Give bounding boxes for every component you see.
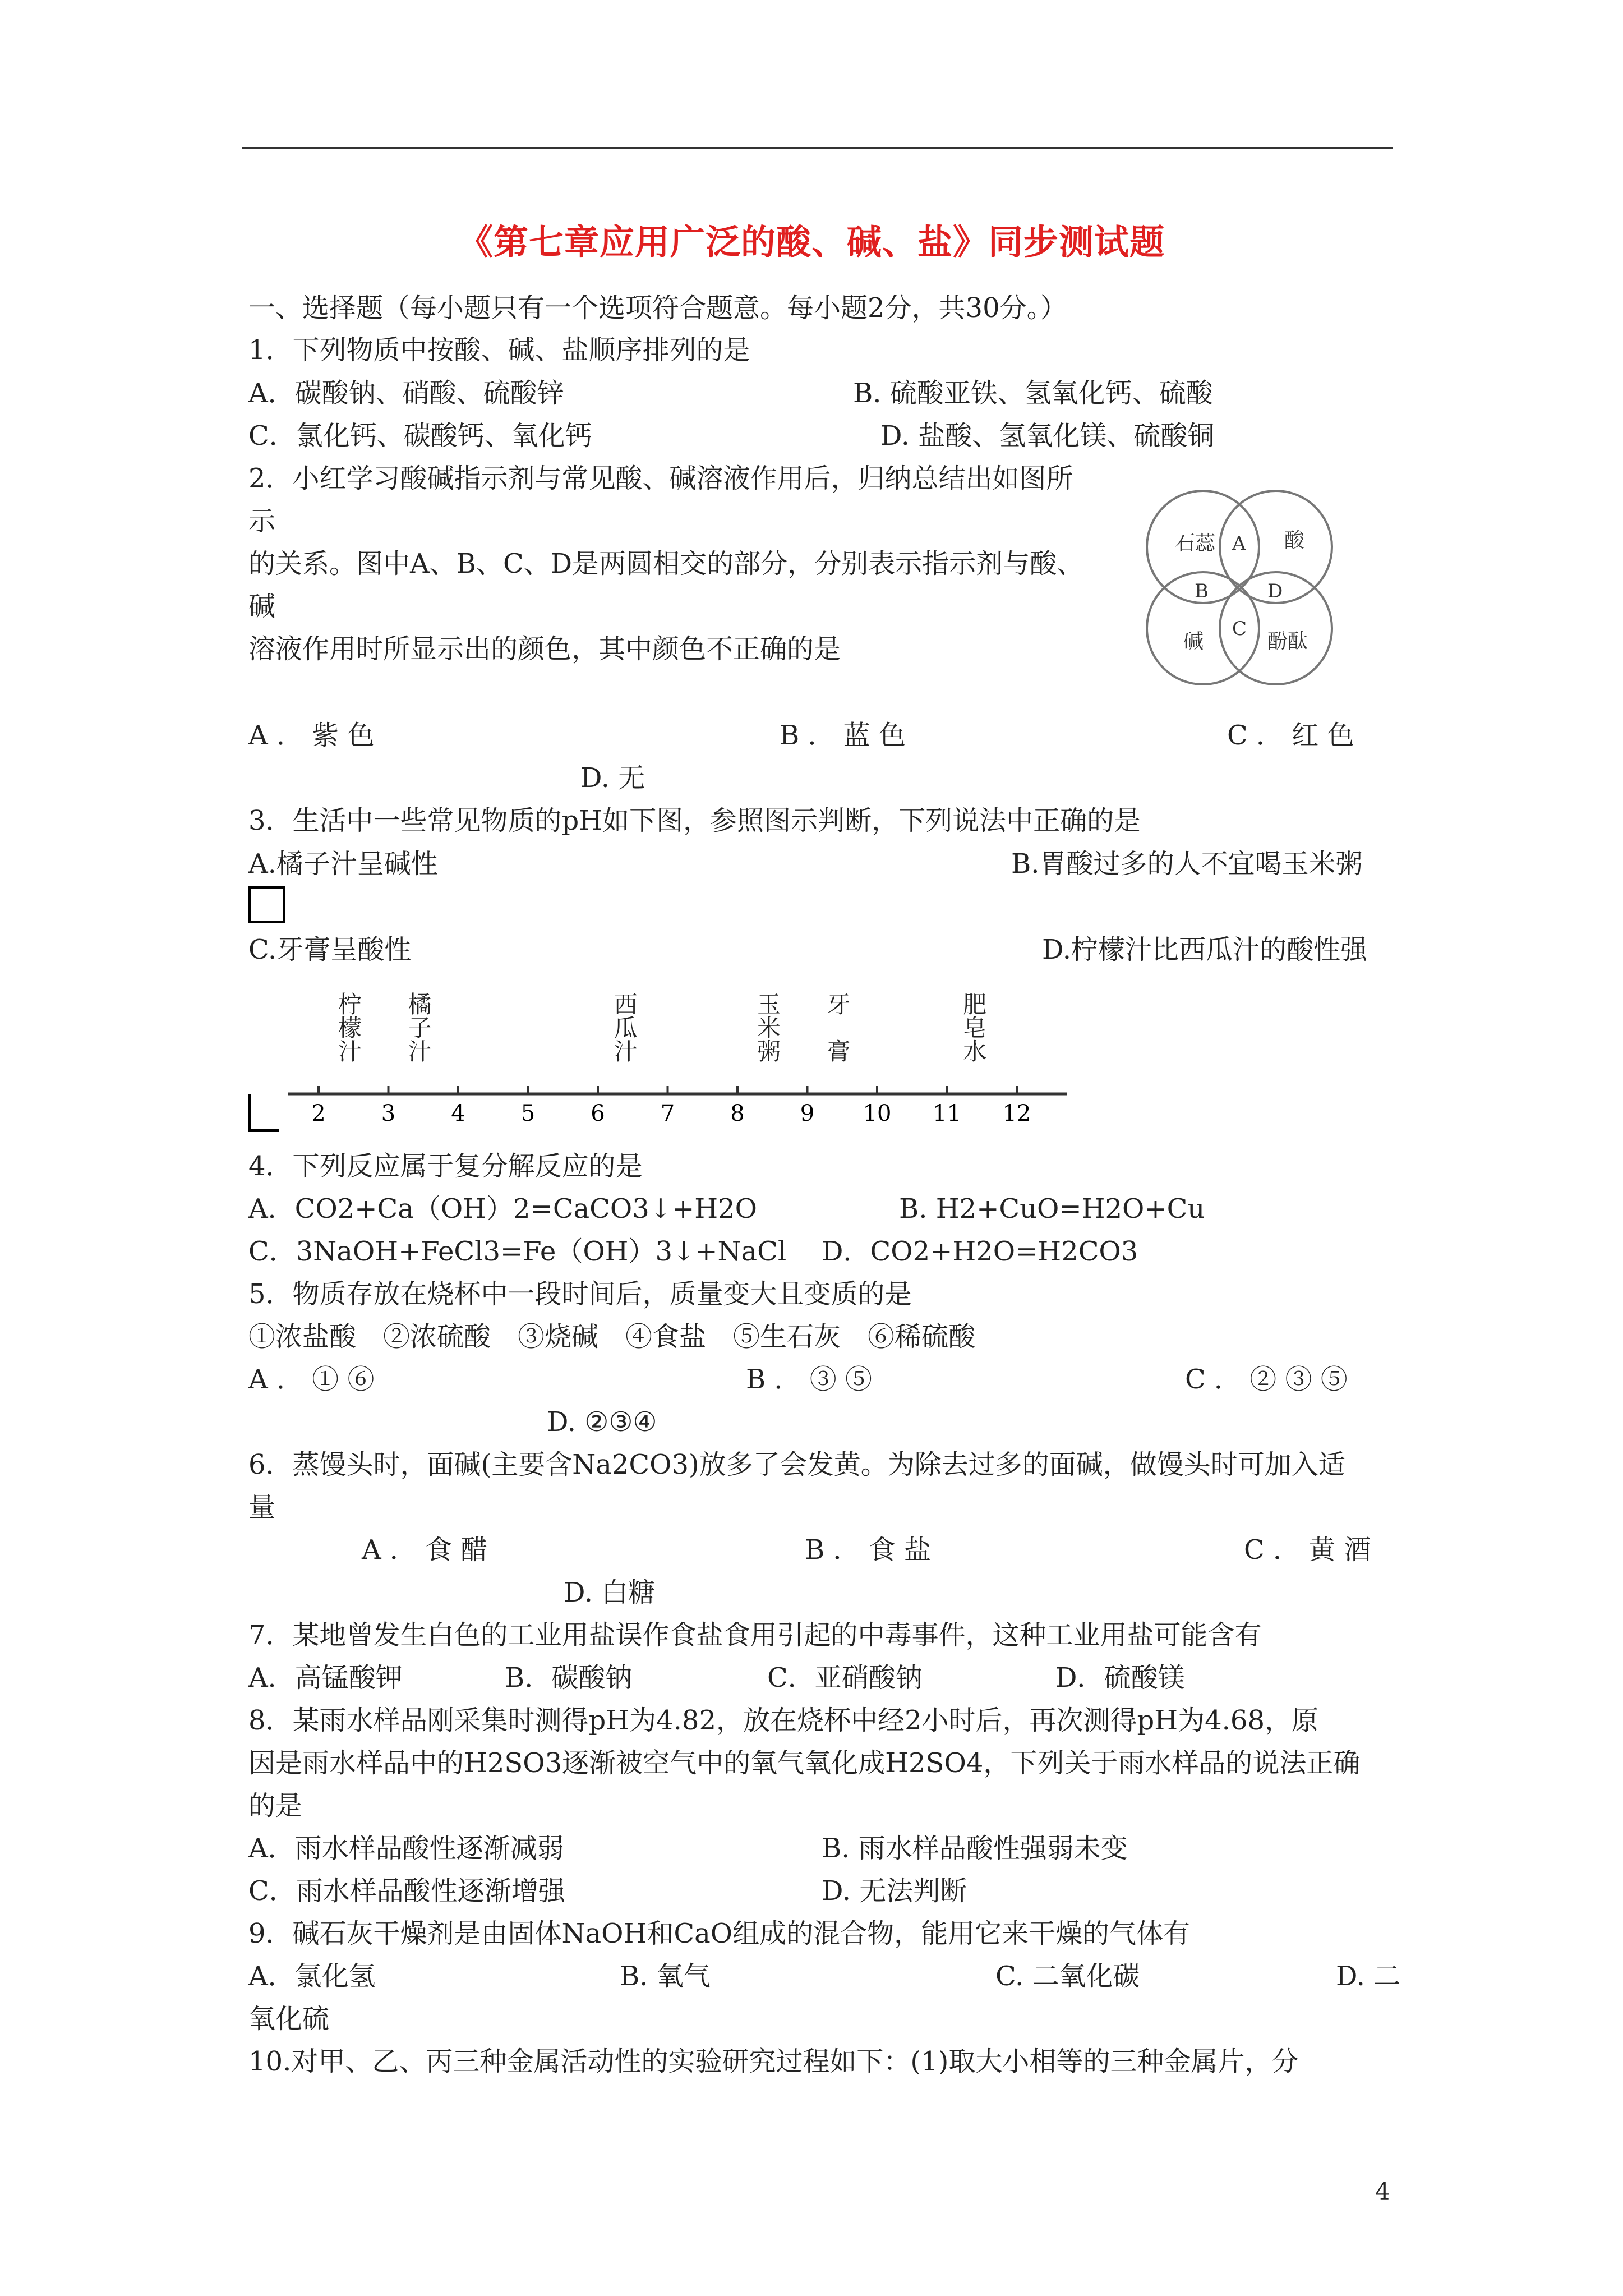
q2-option-c: C ． 红 色 [1227, 720, 1354, 751]
q2-line5: 溶液作用时所显示出的颜色，其中颜色不正确的是 [248, 633, 841, 665]
q6-stem: 6．蒸馒头时，面碱(主要含Na2CO3)放多了会发黄。为除去过多的面碱，做馒头时可加入适 [248, 1449, 1345, 1480]
q1-option-a: A．碳酸钠、硝酸、硫酸锌 [248, 378, 564, 409]
q8-option-a: A．雨水样品酸性逐渐减弱 [248, 1833, 564, 1864]
header-rule [242, 147, 1393, 149]
venn-label-phenolphthalein: 酚酞 [1267, 630, 1308, 653]
ph-tick-label: 5 [520, 1101, 536, 1126]
q3-option-d: D.柠檬汁比西瓜汁的酸性强 [1042, 934, 1368, 965]
page-number: 4 [1375, 2178, 1390, 2205]
q1-stem: 1．下列物质中按酸、碱、盐顺序排列的是 [248, 334, 750, 366]
q3-stem: 3．生活中一些常见物质的pH如下图，参照图示判断，下列说法中正确的是 [248, 805, 1141, 836]
q3-option-a: A.橘子汁呈碱性 [248, 848, 438, 880]
q6-stem-cont: 量 [248, 1492, 276, 1523]
section-heading: 一、选择题（每小题只有一个选项符合题意。每小题2分，共30分。） [248, 292, 1067, 324]
ph-label-toothpaste: 牙 [827, 991, 851, 1018]
ph-tick-label: 7 [660, 1101, 675, 1126]
q4-option-a: A．CO2+Ca（OH）2=CaCO3↓+H2O [248, 1193, 757, 1225]
venn-region-b: B [1195, 580, 1209, 602]
ph-tick-label: 2 [311, 1101, 326, 1126]
ph-label-corn-porridge: 玉 [757, 991, 781, 1018]
q2-option-b: B ． 蓝 色 [780, 720, 906, 751]
q3-option-c: C.牙膏呈酸性 [248, 934, 412, 965]
ph-tick-label: 6 [591, 1101, 605, 1126]
q9-option-d-cont: 氧化硫 [248, 2003, 330, 2035]
q1-option-d: D. 盐酸、氢氧化镁、硫酸铜 [880, 420, 1215, 452]
ph-label-orange-juice: 汁 [408, 1038, 432, 1065]
ph-tick-label: 10 [863, 1101, 892, 1126]
ph-tick-label: 8 [730, 1101, 745, 1126]
q2-line4: 碱 [248, 591, 276, 622]
q8-option-c: C．雨水样品酸性逐渐增强 [248, 1875, 565, 1907]
q9-stem: 9．碱石灰干燥剂是由固体NaOH和CaO组成的混合物，能用它来干燥的气体有 [248, 1918, 1191, 1949]
q9-option-c: C. 二氧化碳 [995, 1961, 1140, 1992]
indicator-venn-diagram [1136, 488, 1349, 690]
q4-option-b: B. H2+CuO=H2O+Cu [899, 1193, 1205, 1225]
q5-stem: 5．物质存放在烧杯中一段时间后，质量变大且变质的是 [248, 1278, 912, 1310]
ph-label-watermelon-juice: 瓜 [614, 1014, 638, 1042]
ph-label-corn-porridge: 粥 [757, 1038, 781, 1065]
q5-items: ①浓盐酸 ②浓硫酸 ③烧碱 ④食盐 ⑤生石灰 ⑥稀硫酸 [248, 1321, 976, 1352]
answer-box [248, 886, 285, 923]
ph-tick-label: 9 [800, 1101, 815, 1126]
q7-stem: 7．某地曾发生白色的工业用盐误作食盐食用引起的中毒事件，这种工业用盐可能含有 [248, 1619, 1262, 1651]
q2-line3: 的关系。图中A、B、C、D是两圆相交的部分，分别表示指示剂与酸、 [248, 548, 1084, 579]
q7-option-a: A．高锰酸钾 [248, 1662, 403, 1694]
q9-option-d: D. 二 [1336, 1961, 1401, 1992]
ph-tick-label: 4 [451, 1101, 465, 1126]
ph-tick-label: 3 [381, 1101, 396, 1126]
q7-option-b: B．碳酸钠 [505, 1662, 633, 1694]
q8-line2: 因是雨水样品中的H2SO3逐渐被空气中的氧气氧化成H2SO4，下列关于雨水样品的说法正确 [248, 1747, 1361, 1779]
q4-stem: 4．下列反应属于复分解反应的是 [248, 1151, 643, 1182]
q8-line1: 8．某雨水样品刚采集时测得pH为4.82，放在烧杯中经2小时后，再次测得pH为4.68，原 [248, 1705, 1319, 1736]
q8-line3: 的是 [248, 1790, 303, 1821]
q2-line2: 示 [248, 505, 276, 537]
q9-option-b: B. 氧气 [620, 1961, 711, 1992]
q3-option-b: B.胃酸过多的人不宜喝玉米粥 [1011, 848, 1363, 880]
ph-label-toothpaste: 膏 [827, 1038, 851, 1065]
q5-option-c: C ． ② ③ ⑤ [1185, 1364, 1348, 1395]
ph-label-orange-juice: 子 [408, 1014, 432, 1042]
ph-label-lemon-juice: 汁 [338, 1038, 362, 1065]
q6-option-a: A ． 食 醋 [362, 1534, 488, 1566]
q6-option-d: D. 白糖 [564, 1577, 656, 1608]
ph-tick-label: 11 [933, 1101, 961, 1126]
ph-scale-figure [248, 987, 1078, 1133]
q1-option-c: C．氯化钙、碳酸钙、氧化钙 [248, 420, 592, 452]
page-title: 《第七章应用广泛的酸、碱、盐》同步测试题 [458, 222, 1165, 263]
ph-label-lemon-juice: 柠 [338, 991, 362, 1018]
venn-label-base: 碱 [1183, 630, 1204, 653]
ph-tick-label: 12 [1002, 1101, 1031, 1126]
q10-line1: 10.对甲、乙、丙三种金属活动性的实验研究过程如下：(1)取大小相等的三种金属片，分 [248, 2046, 1299, 2077]
ph-label-soap-water: 皂 [963, 1014, 987, 1042]
ph-label-soap-water: 肥 [963, 991, 987, 1018]
q6-option-c: C ． 黄 酒 [1244, 1534, 1371, 1566]
venn-region-c: C [1232, 618, 1247, 640]
ph-label-soap-water: 水 [963, 1038, 987, 1065]
ph-label-watermelon-juice: 汁 [614, 1038, 638, 1065]
venn-region-d: D [1267, 580, 1283, 602]
q6-option-b: B ． 食 盐 [805, 1534, 932, 1566]
q7-option-c: C．亚硝酸钠 [767, 1662, 923, 1694]
q4-option-c: C．3NaOH+FeCl3=Fe（OH）3↓+NaCl [248, 1236, 787, 1267]
q7-option-d: D．硫酸镁 [1055, 1662, 1185, 1694]
q9-option-a: A．氯化氢 [248, 1961, 376, 1992]
q4-option-d: D．CO2+H2O=H2CO3 [822, 1236, 1138, 1267]
ph-label-corn-porridge: 米 [757, 1014, 781, 1042]
q1-option-b: B. 硫酸亚铁、氢氧化钙、硫酸 [853, 378, 1213, 409]
q8-option-b: B. 雨水样品酸性强弱未变 [822, 1833, 1128, 1864]
q2-option-d: D. 无 [580, 762, 645, 794]
q5-option-a: A ． ① ⑥ [248, 1364, 375, 1395]
q5-option-d: D. ②③④ [547, 1406, 657, 1438]
venn-region-a: A [1232, 532, 1246, 555]
q2-line1: 2．小红学习酸碱指示剂与常见酸、碱溶液作用后，归纳总结出如图所 [248, 463, 1073, 494]
q5-option-b: B ． ③ ⑤ [746, 1364, 873, 1395]
ph-label-orange-juice: 橘 [408, 991, 432, 1018]
q2-option-a: A ． 紫 色 [248, 720, 375, 751]
venn-label-litmus: 石蕊 [1175, 532, 1216, 555]
ph-label-watermelon-juice: 西 [614, 991, 638, 1018]
venn-label-acid: 酸 [1284, 529, 1305, 552]
q8-option-d: D. 无法判断 [822, 1875, 967, 1907]
ph-label-lemon-juice: 檬 [338, 1014, 362, 1042]
